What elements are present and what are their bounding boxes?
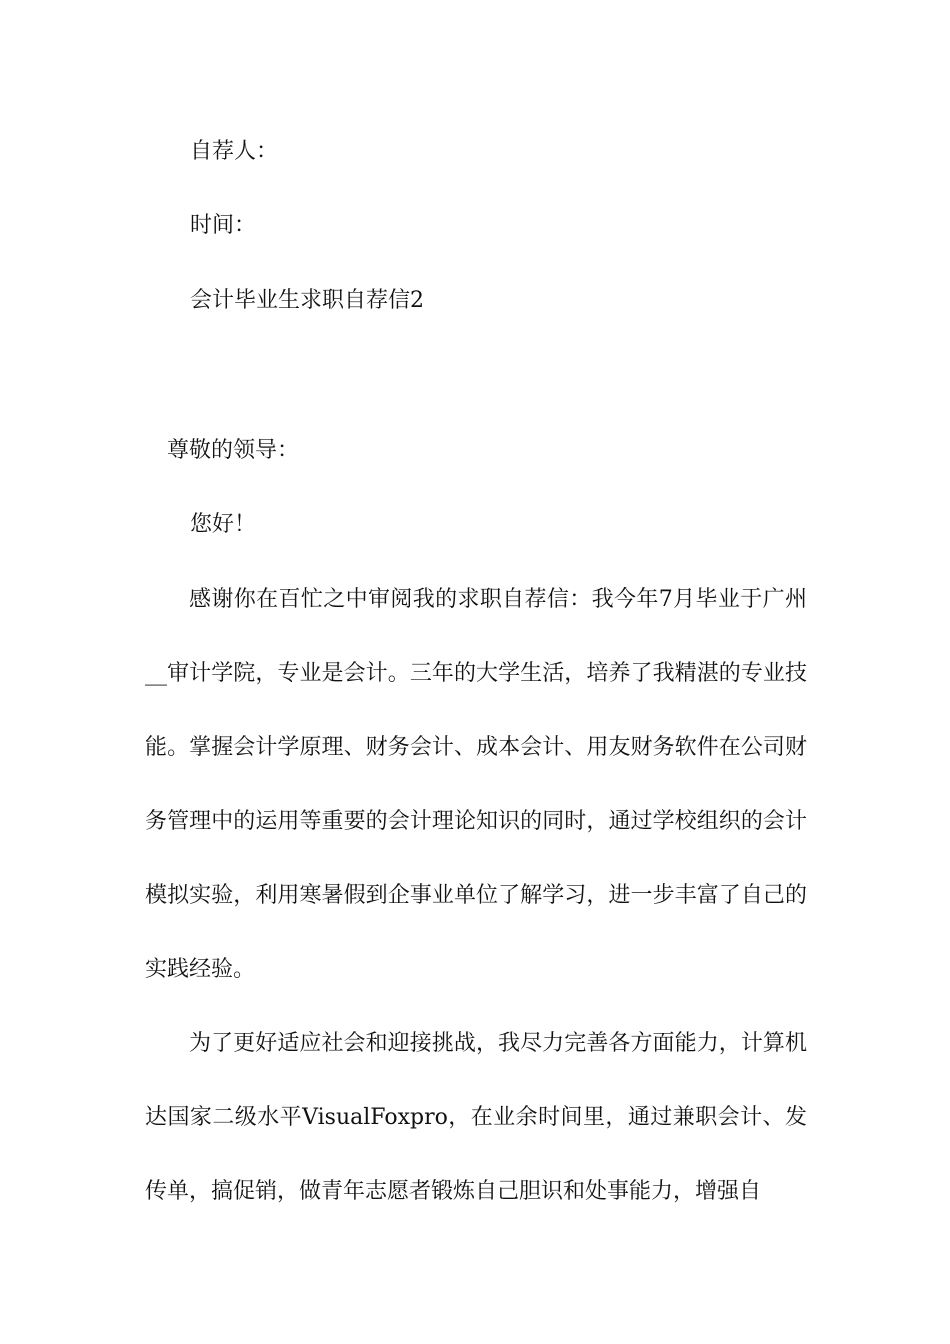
time-label: 时间： — [190, 213, 257, 238]
greeting: 您好！ — [190, 512, 257, 537]
letter-title: 会计毕业生求职自荐信2 — [190, 288, 424, 313]
body-paragraph-1: 感谢你在百忙之中审阅我的求职自荐信：我今年7月毕业于广州__审计学院，专业是会计。三年的大学生活，培养了我精湛的专业技能。掌握会计学原理、财务会计、成本会计、用友财务软件在公司财务管理中的运用等重要的会计理论知识的同时，通过学校组织的会计模拟实验，利用寒暑假到企事业单位了解学习，进一步丰富了自己的实践经验。 — [145, 587, 807, 982]
salutation: 尊敬的领导： — [167, 438, 300, 463]
body-paragraph-2: 为了更好适应社会和迎接挑战，我尽力完善各方面能力，计算机达国家二级水平VisualFoxpro，在业余时间里，通过兼职会计、发传单，搞促销，做青年志愿者锻炼自己胆识和处事能力，增强自 — [145, 1031, 807, 1204]
recommender-label: 自荐人： — [190, 139, 279, 164]
